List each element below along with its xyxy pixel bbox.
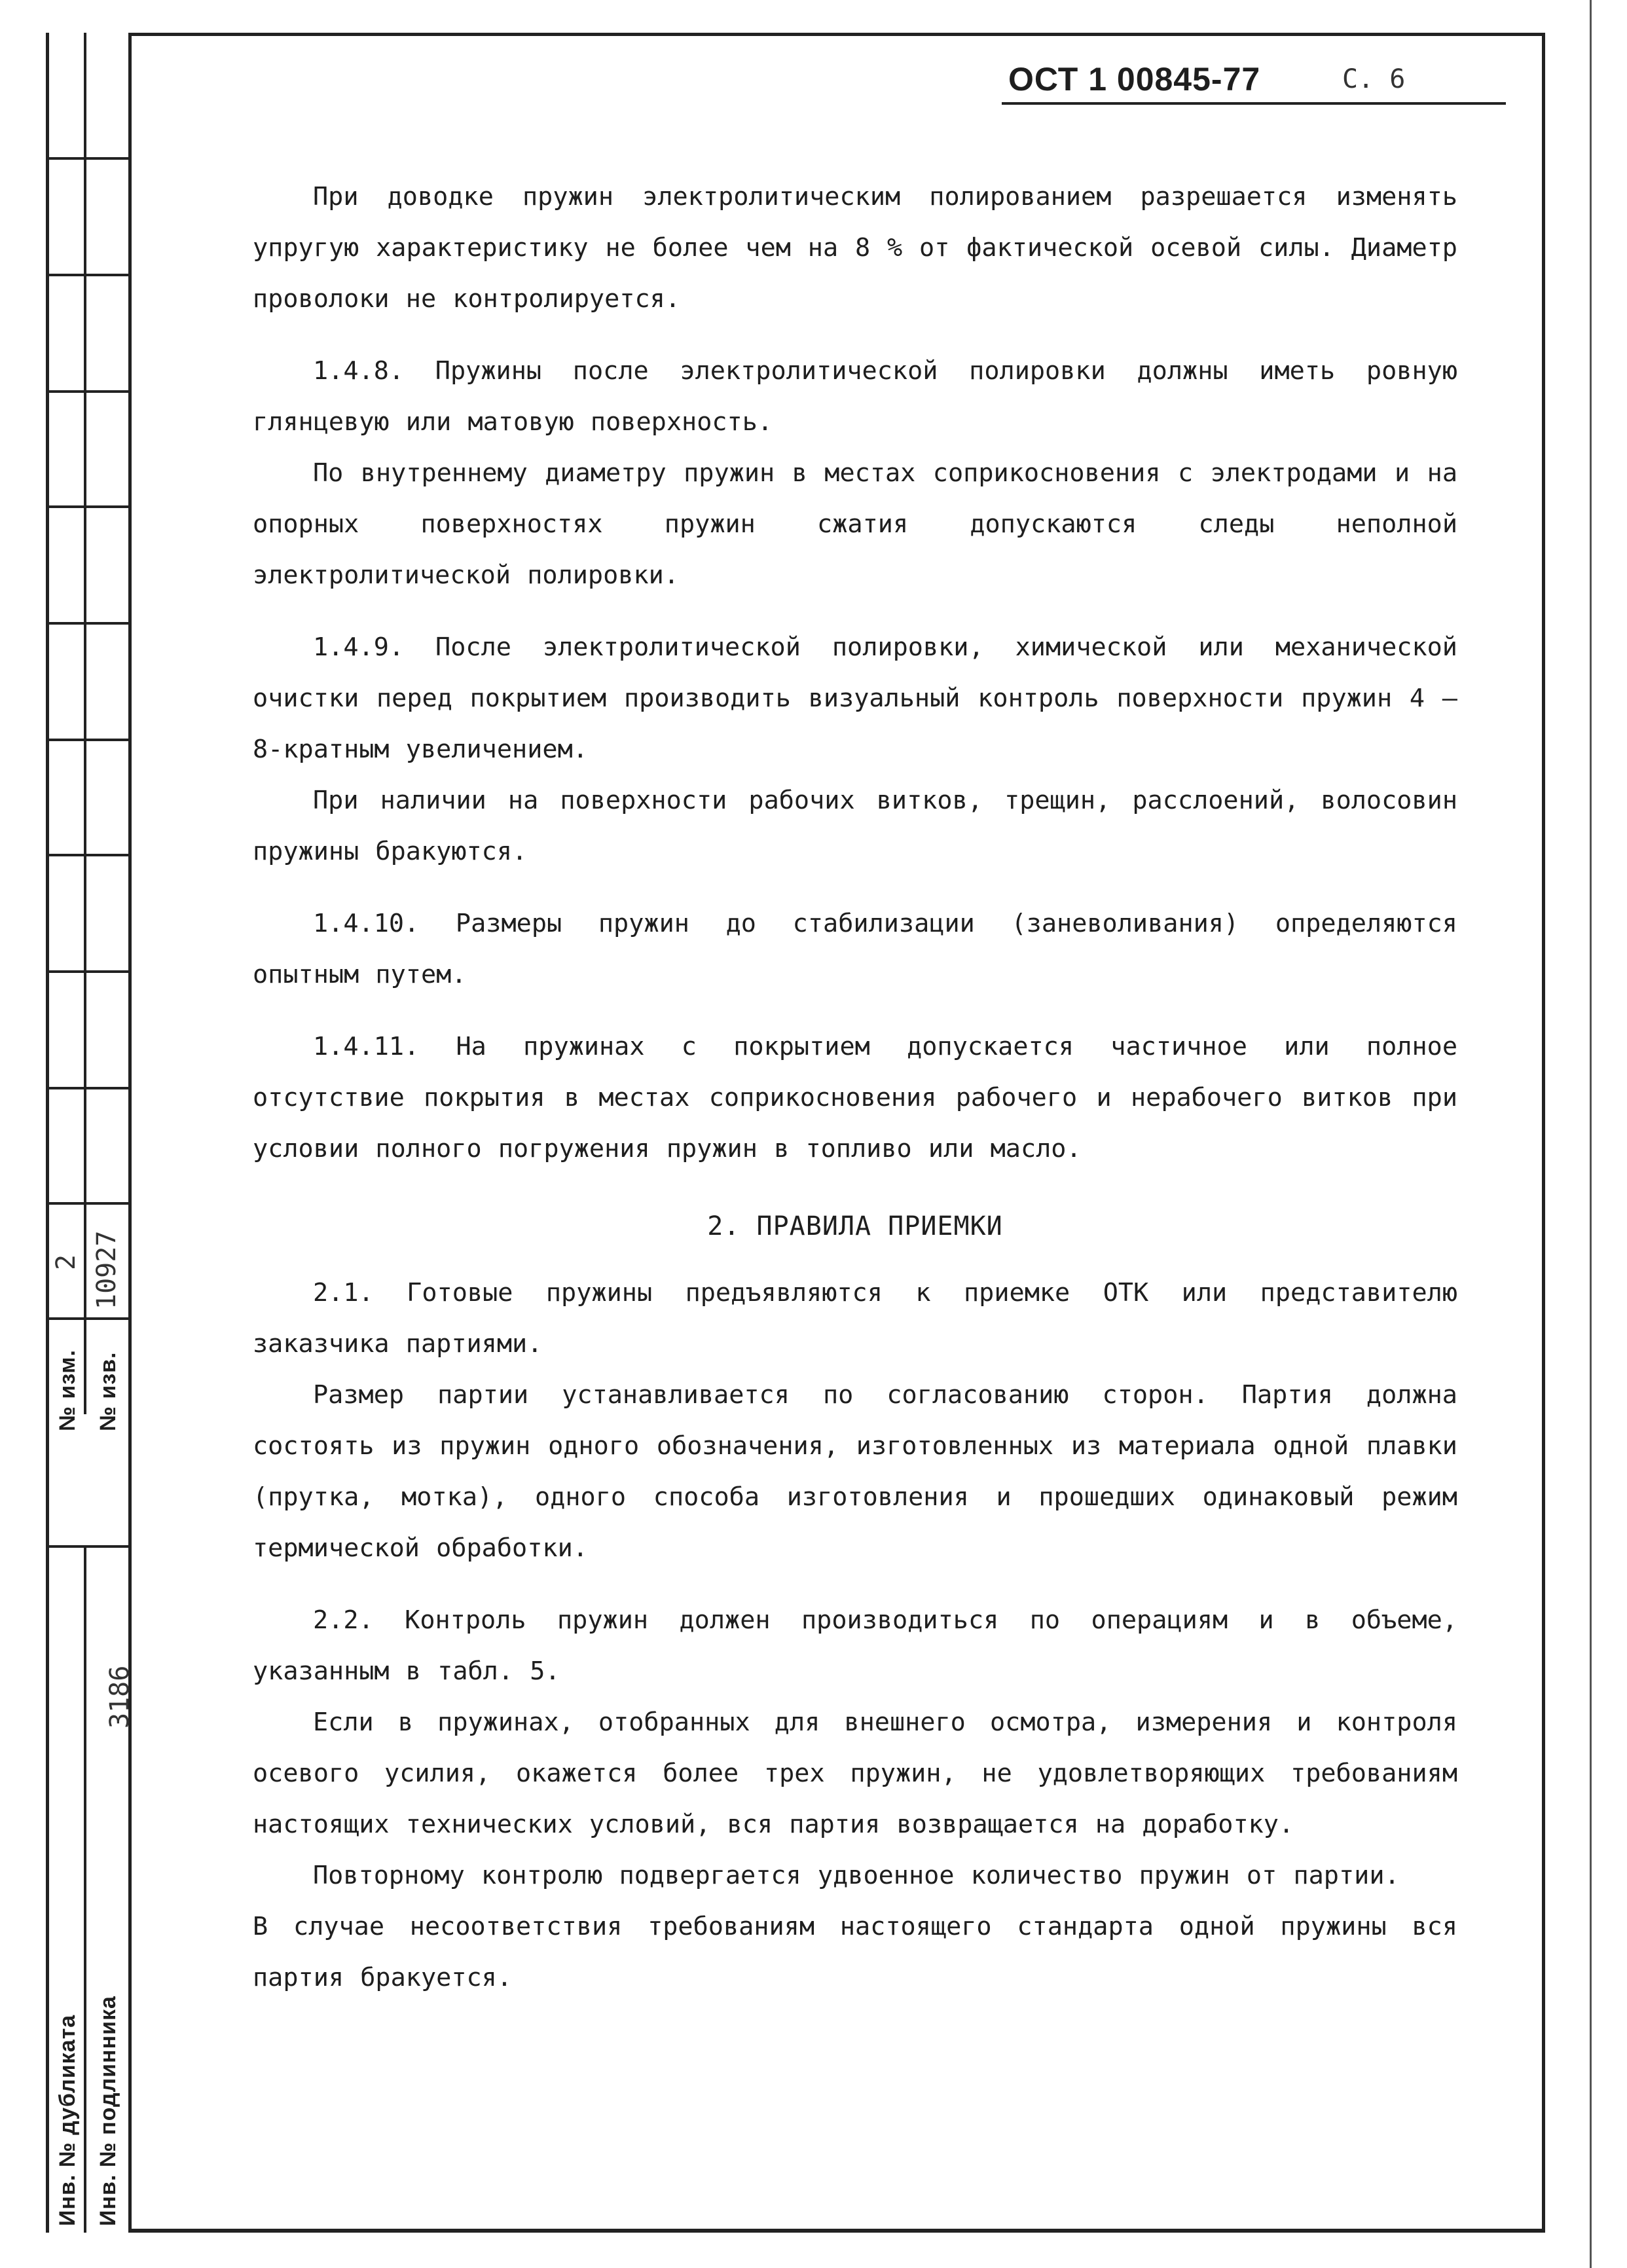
section-title: 2. ПРАВИЛА ПРИЕМКИ [707,1211,1003,1241]
header-rule [1002,102,1506,105]
paragraph: По внутреннему диаметру пружин в местах соприкосновения с электродами и на опорных поверхностях пружин сжатия допускаются следы неполной электролитической полировки. [253,458,1457,590]
izm-value: 2 [51,1254,81,1270]
paragraph: Повторному контролю подвергается удвоенное количество пружин от партии. [313,1861,1400,1890]
strip-rule [46,274,128,276]
strip-rule [46,1202,128,1205]
registration-strip [46,33,128,2233]
paragraph: В случае несоответствия требованиям настоящего стандарта одной пружины вся партия бракуется. [253,1912,1457,1992]
page-number: С. 6 [1342,64,1406,94]
strip-rule [46,1087,128,1089]
paragraph: 1.4.9. После электролитической полировки, химической или механической очистки перед покрытием производить визуальный контроль поверхности пружин 4 – 8-кратным увеличением. [253,632,1457,764]
strip-rule [46,1317,128,1320]
strip-divider [84,1545,86,2233]
paragraph-group [253,1268,1457,2003]
original-inventory-label: Инв. № подлинника [96,1996,120,2226]
strip-rule [46,622,128,625]
document-body [253,172,1457,2003]
strip-rule [46,854,128,856]
standard-code: ОСТ 1 00845-77 [1008,61,1261,98]
strip-rule [46,390,128,393]
duplicate-inventory-label: Инв. № дубликата [55,2014,80,2226]
paragraph: 1.4.10. Размеры пружин до стабилизации (заневоливания) определяются опытным путем. [253,909,1457,989]
original-inventory-value: 3186 [105,1665,135,1728]
paragraph: При доводке пружин электролитическим полированием разрешается изменять упругую характеристику не более чем на 8 % от фактической осевой силы. Диаметр проволоки не контролируется. [253,182,1457,314]
paragraph-group [253,172,1457,1175]
strip-rule [46,970,128,973]
paragraph: Если в пружинах, отобранных для внешнего осмотра, измерения и контроля осевого усилия, окажется более трех пружин, не удовлетворяющих требованиям настоящих технических условий, вся партия возвращается на доработку. [253,1708,1457,1839]
paragraph: 2.1. Готовые пружины предъявляются к приемке ОТК или представителю заказчика партиями. [253,1278,1457,1359]
izv-label: № изв. [96,1351,120,1431]
izm-label: № изм. [55,1349,80,1431]
strip-divider [84,33,86,1414]
paragraph: 2.2. Контроль пружин должен производиться по операциям и в объеме, указанным в табл. 5. [253,1605,1457,1686]
page-header [1008,60,1506,113]
paragraph: Размер партии устанавливается по согласованию сторон. Партия должна состоять из пружин одного обозначения, изготовленных из материала одной плавки (прутка, мотка), одного способа изготовления и прошедших одинаковый режим термической обработки. [253,1380,1457,1563]
paragraph: 1.4.11. На пружинах с покрытием допускается частичное или полное отсутствие покрытия в местах соприкосновения рабочего и нерабочего витков при условии полного погружения пружин в топливо или масло. [253,1032,1457,1163]
strip-rule [46,1545,128,1548]
paragraph: 1.4.8. Пружины после электролитической полировки должны иметь ровную глянцевую или матовую поверхность. [253,356,1457,437]
sheet-edge [1590,0,1592,2268]
strip-rule [46,157,128,160]
strip-rule [46,505,128,508]
izv-value: 10927 [92,1230,122,1309]
strip-rule [46,739,128,741]
paragraph: При наличии на поверхности рабочих витков, трещин, расслоений, волосовин пружины бракуются. [253,786,1457,866]
